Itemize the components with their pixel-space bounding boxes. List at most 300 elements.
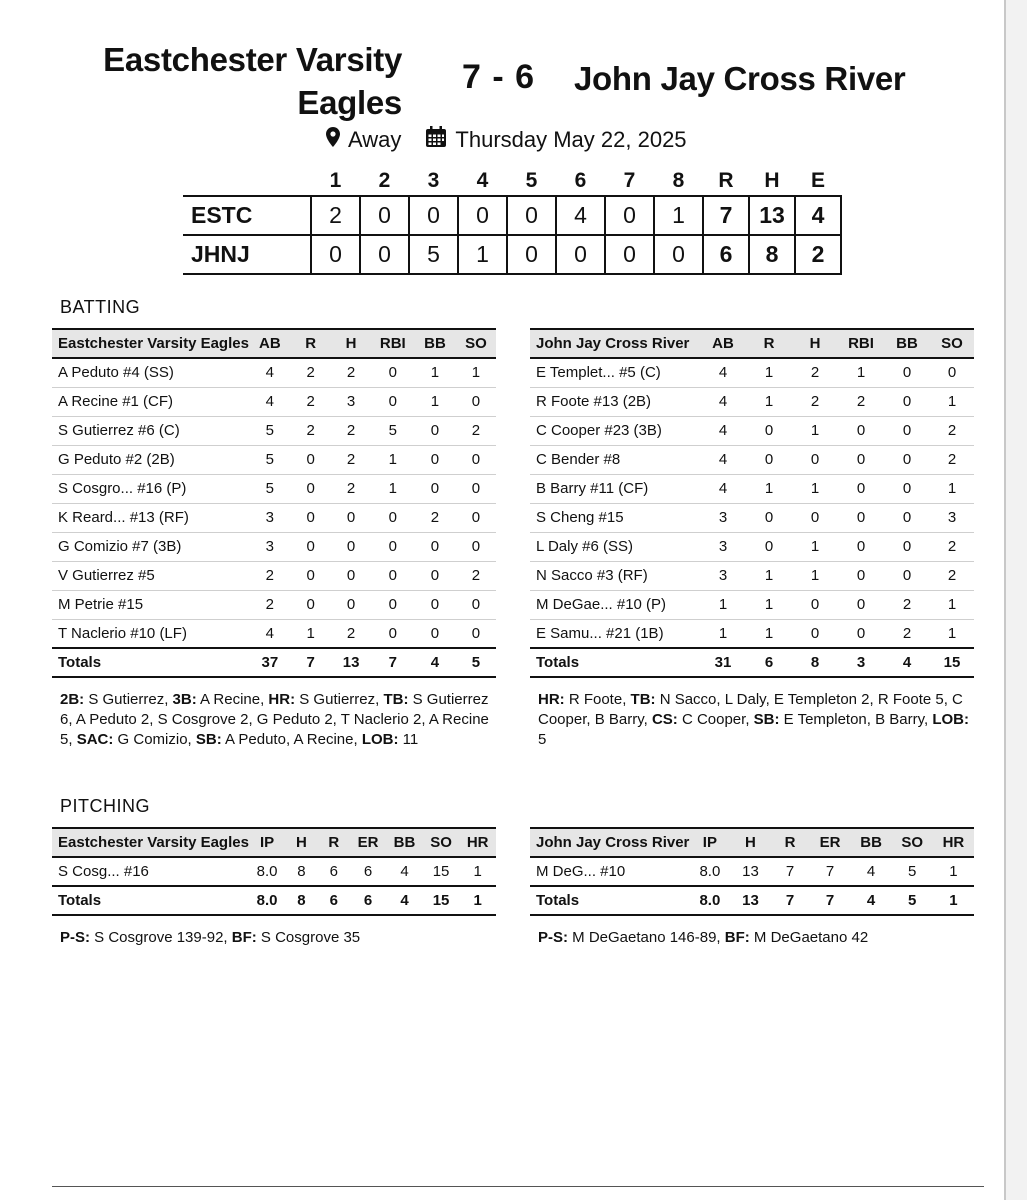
inning-header: 8 — [672, 168, 685, 192]
player-name: C Bender #8 — [530, 445, 700, 474]
stat-cell: 1 — [746, 590, 792, 619]
player-name: M DeG... #10 — [530, 857, 689, 886]
player-row — [530, 532, 974, 561]
player-row — [52, 387, 496, 416]
inning-header: 5 — [525, 168, 538, 192]
player-row — [530, 561, 974, 590]
player-row — [530, 416, 974, 445]
column-header: R — [291, 329, 331, 358]
totals-cell: 31 — [700, 648, 746, 677]
inning-runs: 0 — [556, 235, 605, 274]
totals-row — [52, 648, 496, 677]
stat-cell: 1 — [930, 619, 974, 648]
totals-cell: 7 — [372, 648, 415, 677]
hits-header: H — [764, 168, 780, 192]
note-label: P-S: — [538, 929, 568, 946]
note-text: G Comizio, — [113, 731, 196, 748]
column-header-team: Eastchester Varsity Eagles — [52, 329, 249, 358]
stat-cell: 4 — [851, 857, 892, 886]
inning-header: 4 — [476, 168, 489, 192]
totals-cell: 4 — [851, 886, 892, 915]
note-text: M DeGaetano 42 — [749, 929, 869, 946]
stat-cell: 0 — [414, 619, 456, 648]
inning-runs: 0 — [458, 196, 507, 235]
total-errors: 2 — [795, 235, 841, 274]
stat-cell: 4 — [249, 358, 291, 387]
player-name: E Templet... #5 (C) — [530, 358, 700, 387]
column-header: IP — [249, 828, 285, 857]
player-row — [52, 474, 496, 503]
player-name: S Cosgro... #16 (P) — [52, 474, 249, 503]
player-row — [52, 503, 496, 532]
note-text: S Gutierrez, — [84, 691, 173, 708]
column-header: SO — [423, 828, 460, 857]
stat-cell: 1 — [459, 857, 496, 886]
column-header: R — [771, 828, 810, 857]
stat-cell: 0 — [456, 532, 496, 561]
note-text: A Recine, — [196, 691, 269, 708]
inning-header: 1 — [329, 168, 342, 192]
stat-cell: 2 — [291, 416, 331, 445]
stat-cell: 0 — [838, 503, 884, 532]
totals-cell: 5 — [456, 648, 496, 677]
player-name: A Recine #1 (CF) — [52, 387, 249, 416]
column-header: ER — [350, 828, 386, 857]
column-header: RBI — [838, 329, 884, 358]
inning-header: 3 — [427, 168, 440, 192]
note-text: 5 — [538, 731, 547, 748]
inning-runs: 4 — [556, 196, 605, 235]
stat-cell: 0 — [372, 387, 415, 416]
note-text: S Cosgrove 35 — [256, 929, 361, 946]
game-meta — [326, 126, 687, 154]
stat-cell: 0 — [291, 561, 331, 590]
calendar-icon — [425, 126, 447, 154]
totals-label: Totals — [52, 886, 249, 915]
total-runs: 7 — [703, 196, 749, 235]
totals-cell: 4 — [414, 648, 456, 677]
totals-cell: 15 — [930, 648, 974, 677]
stat-cell: 0 — [414, 445, 456, 474]
totals-row — [530, 648, 974, 677]
stat-cell: 8.0 — [689, 857, 730, 886]
stat-cell: 0 — [331, 532, 372, 561]
note-text: C Cooper, — [677, 711, 754, 728]
stat-cell: 0 — [792, 590, 838, 619]
player-name: S Gutierrez #6 (C) — [52, 416, 249, 445]
stat-cell: 5 — [249, 445, 291, 474]
stat-cell: 2 — [884, 619, 930, 648]
note-label: 2B: — [60, 691, 85, 708]
stat-cell: 0 — [884, 532, 930, 561]
stat-cell: 2 — [291, 358, 331, 387]
player-row — [530, 358, 974, 387]
inning-header: 7 — [623, 168, 636, 192]
note-text: S Cosgrove 139-92, — [90, 929, 232, 946]
stat-cell: 4 — [249, 619, 291, 648]
player-name: A Peduto #4 (SS) — [52, 358, 249, 387]
totals-cell: 13 — [331, 648, 372, 677]
stat-cell: 0 — [291, 590, 331, 619]
stat-cell: 0 — [372, 619, 415, 648]
stat-cell: 0 — [884, 561, 930, 590]
totals-cell: 15 — [423, 886, 460, 915]
stat-cell: 1 — [700, 619, 746, 648]
note-text: S Gutierrez 6, A Peduto 2, S Cosgrove 2, G Peduto 2, T Naclerio 2, A Recine 5, — [60, 691, 489, 748]
inning-runs: 0 — [409, 196, 458, 235]
player-row — [52, 857, 496, 886]
inning-header: 2 — [378, 168, 391, 192]
away-batting-header — [530, 329, 974, 358]
note-label: CS: — [651, 711, 678, 728]
stat-cell: 0 — [372, 503, 415, 532]
stat-cell: 3 — [700, 532, 746, 561]
stat-cell: 3 — [249, 532, 291, 561]
stat-cell: 1 — [456, 358, 496, 387]
column-header: BB — [851, 828, 892, 857]
note-label: TB: — [630, 691, 656, 708]
stat-cell: 0 — [838, 445, 884, 474]
totals-cell: 1 — [933, 886, 974, 915]
column-header-team: Eastchester Varsity Eagles — [52, 828, 249, 857]
stat-cell: 2 — [249, 590, 291, 619]
player-name: C Cooper #23 (3B) — [530, 416, 700, 445]
stat-cell: 0 — [331, 561, 372, 590]
player-name: T Naclerio #10 (LF) — [52, 619, 249, 648]
stat-cell: 0 — [291, 503, 331, 532]
stat-cell: 2 — [792, 387, 838, 416]
total-hits: 8 — [749, 235, 795, 274]
stat-cell: 1 — [746, 474, 792, 503]
column-header: H — [792, 329, 838, 358]
stat-cell: 5 — [249, 474, 291, 503]
stat-cell: 0 — [838, 561, 884, 590]
stat-cell: 0 — [372, 590, 415, 619]
away-pitching-table — [530, 827, 974, 916]
totals-cell: 37 — [249, 648, 291, 677]
away-batting-table — [530, 328, 974, 678]
stat-cell: 0 — [746, 503, 792, 532]
stat-cell: 1 — [746, 387, 792, 416]
player-name: R Foote #13 (2B) — [530, 387, 700, 416]
inning-runs: 0 — [605, 235, 654, 274]
stat-cell: 7 — [810, 857, 851, 886]
stat-cell: 1 — [792, 561, 838, 590]
inning-runs: 0 — [507, 196, 556, 235]
player-name: G Comizio #7 (3B) — [52, 532, 249, 561]
note-label: BF: — [231, 929, 257, 946]
player-row — [530, 474, 974, 503]
column-header: AB — [249, 329, 291, 358]
player-name: K Reard... #13 (RF) — [52, 503, 249, 532]
column-header: AB — [700, 329, 746, 358]
home-pitching-notes — [60, 928, 500, 948]
line-score-row — [183, 196, 841, 235]
stat-cell: 1 — [291, 619, 331, 648]
errors-header: E — [810, 168, 825, 192]
note-label: HR: — [268, 691, 296, 708]
column-header: IP — [689, 828, 730, 857]
stat-cell: 8.0 — [249, 857, 285, 886]
batting-section-title: BATTING — [60, 297, 141, 317]
column-header: HR — [459, 828, 496, 857]
stat-cell: 0 — [838, 590, 884, 619]
stat-cell: 2 — [456, 561, 496, 590]
stat-cell: 2 — [930, 561, 974, 590]
player-name: L Daly #6 (SS) — [530, 532, 700, 561]
totals-cell: 7 — [771, 886, 810, 915]
inning-runs: 0 — [360, 235, 409, 274]
player-row — [52, 416, 496, 445]
stat-cell: 2 — [331, 445, 372, 474]
stat-cell: 0 — [372, 532, 415, 561]
totals-label: Totals — [52, 648, 249, 677]
bottom-divider — [52, 1186, 984, 1187]
player-row — [52, 561, 496, 590]
stat-cell: 1 — [746, 619, 792, 648]
column-header: H — [285, 828, 317, 857]
column-header: H — [331, 329, 372, 358]
stat-cell: 0 — [838, 532, 884, 561]
stat-cell: 0 — [331, 503, 372, 532]
player-row — [530, 590, 974, 619]
line-score-team: ESTC — [183, 196, 311, 235]
line-score-team: JHNJ — [183, 235, 311, 274]
totals-row — [530, 886, 974, 915]
note-label: P-S: — [60, 929, 90, 946]
player-name: V Gutierrez #5 — [52, 561, 249, 590]
player-row — [530, 503, 974, 532]
stat-cell: 4 — [386, 857, 423, 886]
column-header: SO — [892, 828, 933, 857]
stat-cell: 8 — [285, 857, 317, 886]
away-pitching-header — [530, 828, 974, 857]
player-row — [52, 445, 496, 474]
totals-cell: 8 — [792, 648, 838, 677]
player-row — [52, 619, 496, 648]
stat-cell: 1 — [930, 387, 974, 416]
stat-cell: 3 — [331, 387, 372, 416]
stat-cell: 2 — [930, 445, 974, 474]
stat-cell: 2 — [838, 387, 884, 416]
note-label: TB: — [383, 691, 409, 708]
stat-cell: 5 — [892, 857, 933, 886]
note-label: LOB: — [932, 711, 970, 728]
player-name: G Peduto #2 (2B) — [52, 445, 249, 474]
stat-cell: 2 — [331, 474, 372, 503]
stat-cell: 0 — [884, 445, 930, 474]
stat-cell: 0 — [792, 503, 838, 532]
totals-cell: 8 — [285, 886, 317, 915]
final-score: 7 - 6 — [462, 58, 536, 96]
totals-label: Totals — [530, 648, 700, 677]
stat-cell: 0 — [456, 619, 496, 648]
inning-runs: 0 — [311, 235, 360, 274]
stat-cell: 4 — [700, 416, 746, 445]
stat-cell: 0 — [930, 358, 974, 387]
totals-cell: 7 — [810, 886, 851, 915]
player-row — [52, 590, 496, 619]
totals-cell: 4 — [386, 886, 423, 915]
totals-cell: 8.0 — [249, 886, 285, 915]
home-pitching-header — [52, 828, 496, 857]
stat-cell: 0 — [414, 561, 456, 590]
note-text: A Peduto, A Recine, — [221, 731, 362, 748]
stat-cell: 1 — [838, 358, 884, 387]
player-row — [530, 445, 974, 474]
stat-cell: 2 — [884, 590, 930, 619]
stat-cell: 0 — [838, 619, 884, 648]
stat-cell: 2 — [414, 503, 456, 532]
stat-cell: 3 — [700, 503, 746, 532]
totals-cell: 6 — [318, 886, 350, 915]
stat-cell: 5 — [249, 416, 291, 445]
column-header: SO — [930, 329, 974, 358]
stat-cell: 0 — [838, 474, 884, 503]
stat-cell: 1 — [372, 474, 415, 503]
totals-cell: 7 — [291, 648, 331, 677]
column-header: BB — [386, 828, 423, 857]
stat-cell: 1 — [792, 532, 838, 561]
stat-cell: 4 — [249, 387, 291, 416]
column-header-team: John Jay Cross River — [530, 329, 700, 358]
totals-cell: 13 — [730, 886, 770, 915]
totals-cell: 5 — [892, 886, 933, 915]
column-header: ER — [810, 828, 851, 857]
stat-cell: 0 — [456, 503, 496, 532]
stat-cell: 0 — [456, 445, 496, 474]
column-header: R — [318, 828, 350, 857]
runs-header: R — [718, 168, 734, 192]
totals-cell: 4 — [884, 648, 930, 677]
note-text: E Templeton, B Barry, — [779, 711, 933, 728]
away-batting-notes — [538, 690, 978, 750]
location-pin-icon — [326, 127, 340, 153]
column-header-team: John Jay Cross River — [530, 828, 689, 857]
game-date: Thursday May 22, 2025 — [455, 127, 687, 152]
away-pitching-notes — [538, 928, 978, 948]
stat-cell: 2 — [930, 416, 974, 445]
stat-cell: 2 — [930, 532, 974, 561]
stat-cell: 0 — [884, 503, 930, 532]
stat-cell: 1 — [414, 358, 456, 387]
note-text: R Foote, — [564, 691, 631, 708]
stat-cell: 4 — [700, 474, 746, 503]
column-header: H — [730, 828, 770, 857]
note-label: SB: — [753, 711, 780, 728]
column-header: RBI — [372, 329, 415, 358]
totals-cell: 8.0 — [689, 886, 730, 915]
stat-cell: 0 — [746, 532, 792, 561]
stat-cell: 2 — [331, 416, 372, 445]
note-label: HR: — [538, 691, 565, 708]
stat-cell: 5 — [372, 416, 415, 445]
inning-runs: 5 — [409, 235, 458, 274]
stat-cell: 7 — [771, 857, 810, 886]
stat-cell: 0 — [291, 474, 331, 503]
stat-cell: 0 — [372, 358, 415, 387]
player-name: S Cosg... #16 — [52, 857, 249, 886]
home-pitching-table — [52, 827, 496, 916]
home-batting-notes — [60, 690, 500, 750]
line-score-row — [183, 235, 841, 274]
stat-cell: 0 — [884, 358, 930, 387]
stat-cell: 4 — [700, 358, 746, 387]
stat-cell: 0 — [456, 474, 496, 503]
stat-cell: 6 — [318, 857, 350, 886]
column-header: BB — [884, 329, 930, 358]
stat-cell: 3 — [249, 503, 291, 532]
stat-cell: 2 — [456, 416, 496, 445]
home-team-name: Eastchester Varsity Eagles — [103, 41, 402, 121]
note-label: 3B: — [172, 691, 197, 708]
stat-cell: 1 — [933, 857, 974, 886]
column-header: HR — [933, 828, 974, 857]
home-batting-table — [52, 328, 496, 678]
stat-cell: 1 — [930, 590, 974, 619]
line-score-table — [183, 166, 842, 275]
stat-cell: 0 — [456, 590, 496, 619]
stat-cell: 0 — [884, 474, 930, 503]
inning-runs: 0 — [654, 235, 703, 274]
note-text: 11 — [398, 731, 419, 748]
stat-cell: 6 — [350, 857, 386, 886]
totals-cell: 6 — [350, 886, 386, 915]
line-score-header — [183, 166, 841, 196]
totals-row — [52, 886, 496, 915]
stat-cell: 0 — [456, 387, 496, 416]
stat-cell: 3 — [700, 561, 746, 590]
inning-runs: 0 — [507, 235, 556, 274]
note-label: BF: — [724, 929, 750, 946]
line-score-header-team — [183, 166, 311, 196]
stat-cell: 0 — [414, 474, 456, 503]
player-name: M DeGae... #10 (P) — [530, 590, 700, 619]
away-team-name: John Jay Cross River — [574, 60, 906, 97]
stat-cell: 1 — [372, 445, 415, 474]
stat-cell: 1 — [792, 416, 838, 445]
stat-cell: 0 — [414, 590, 456, 619]
home-batting-header — [52, 329, 496, 358]
player-row — [530, 619, 974, 648]
total-runs: 6 — [703, 235, 749, 274]
stat-cell: 0 — [838, 416, 884, 445]
stat-cell: 1 — [700, 590, 746, 619]
game-location: Away — [348, 127, 402, 152]
stat-cell: 2 — [249, 561, 291, 590]
player-row — [52, 358, 496, 387]
stat-cell: 3 — [930, 503, 974, 532]
stat-cell: 15 — [423, 857, 460, 886]
totals-cell: 3 — [838, 648, 884, 677]
pitching-section-title: PITCHING — [60, 796, 151, 816]
player-row — [530, 857, 974, 886]
inning-header: 6 — [574, 168, 587, 192]
player-row — [530, 387, 974, 416]
inning-runs: 1 — [654, 196, 703, 235]
stat-cell: 0 — [792, 445, 838, 474]
total-hits: 13 — [749, 196, 795, 235]
stat-cell: 1 — [746, 561, 792, 590]
stat-cell: 0 — [884, 416, 930, 445]
note-label: LOB: — [361, 731, 399, 748]
note-text: S Gutierrez, — [295, 691, 384, 708]
stat-cell: 0 — [372, 561, 415, 590]
column-header: SO — [456, 329, 496, 358]
stat-cell: 1 — [930, 474, 974, 503]
player-row — [52, 532, 496, 561]
stat-cell: 13 — [730, 857, 770, 886]
